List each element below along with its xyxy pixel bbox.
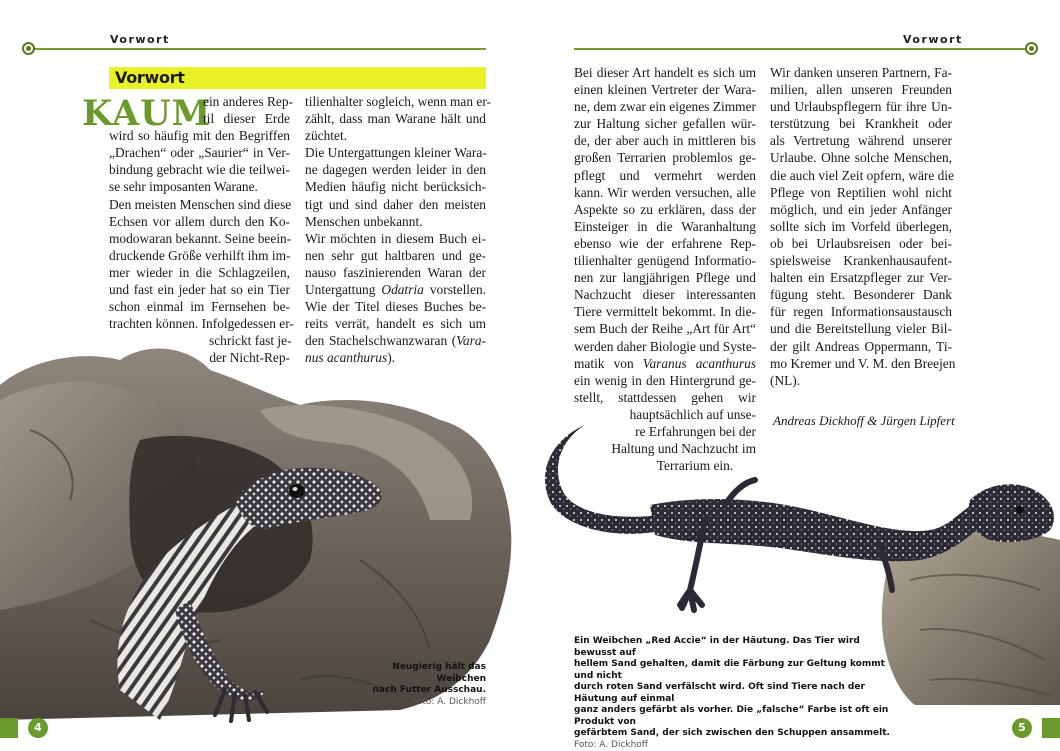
text-fragment: ). (387, 350, 396, 366)
text-line: und die Bereitstellung vieler Bil- (770, 321, 952, 337)
text-line: Nachzucht dieser interessanten (574, 287, 756, 303)
text-line: Die Untergattungen kleiner Wara- (305, 145, 487, 161)
text-line: tilienhalter genügend Informatio- (574, 253, 756, 269)
text-fragment: vorstellen. (423, 282, 486, 298)
text-fragment: Untergattung (305, 282, 382, 298)
text-line: einen kleinen Vertreter der Wara- (574, 82, 756, 98)
text-line: se sehr imposanten Warane. (109, 179, 258, 195)
species-name: Vara- (456, 333, 486, 349)
text-line: und fast ein jeder hat so ein Tier (109, 282, 290, 298)
header-rule (28, 48, 486, 50)
text-line: Urlaube. Ohne solche Menschen, (770, 150, 952, 166)
text-line: ne dagegen werden leider in den (305, 162, 486, 178)
text-line: fügung steht. Besonderer Dank (770, 287, 952, 303)
text-line: hauptsächlich auf unse- (629, 406, 756, 422)
text-line: ob bei Urlaubsreisen oder bei- (770, 235, 952, 251)
text-line: de, der aber auch in mittleren bis (574, 133, 756, 149)
text-line: Menschen unbekannt. (305, 213, 423, 229)
author-signature: Andreas Dickhoff & Jürgen Lipfert (773, 413, 955, 428)
text-line: Tiere vermittelt bekommt. In die- (574, 304, 756, 320)
text-line: Einsteiger in die Waranhaltung (574, 218, 756, 234)
left-column-2 (305, 93, 492, 367)
page-number-right: 5 (1012, 718, 1032, 738)
text-fragment: matik von (574, 355, 643, 371)
text-line: ne, dem zwar ein eigenes Zimmer (574, 99, 756, 115)
right-page (530, 0, 1060, 751)
text-line: halten ein Ersatzpfleger zur Ver- (770, 270, 952, 286)
caption-text: gefärbtem Sand, der sich zwischen den Schuppen ansammelt. (574, 728, 890, 738)
species-name: nus acanthurus (305, 350, 388, 366)
text-line: tilienhalter sogleich, wenn man er- (305, 94, 492, 109)
text-line: nen sehr gut haltbaren und ge- (305, 247, 486, 263)
text-line (305, 281, 486, 298)
page-number-left: 4 (28, 718, 48, 738)
text-line: wird so häufig mit den Begriffen (109, 128, 290, 144)
text-line: schon einmal im Fernsehen be- (109, 299, 290, 315)
text-line: als Vertretung während unserer (770, 133, 952, 149)
text-line: für regen Informationsaustausch (770, 304, 952, 320)
text-line: (NL). (770, 372, 801, 388)
text-line: die auch viel Zeit opfern, wäre die (770, 167, 955, 183)
text-line: und Urlaubspflegern für ihre Un- (770, 99, 952, 115)
header-bullet-icon (22, 42, 35, 55)
text-line (305, 349, 486, 366)
text-line: „Drachen“ oder „Saurier“ in Ver- (109, 145, 290, 161)
page-tab (0, 718, 18, 738)
page-tab (1042, 718, 1060, 738)
photo-credit: Foto: A. Dickhoff (574, 739, 649, 750)
text-line: modowaran bekannt. Seine beein- (109, 230, 292, 246)
header-bullet-icon (1025, 42, 1038, 55)
text-line: Terrarium ein. (656, 458, 734, 474)
text-line: pflegt und vermehrt werden (574, 167, 756, 183)
caption-line: durch roten Sand verfälscht wird. Oft sind Tiere nach der Häutung auf einmal (574, 682, 865, 704)
caption-line: Neugierig hält das Weibchen (392, 662, 486, 684)
genus-name: Odatria (381, 282, 424, 298)
text-line: Aspekte so zu erklären, dass der (574, 201, 756, 217)
text-line: reits verrät, handelt es sich um (305, 316, 486, 332)
text-line: milien, allen unseren Freunden (770, 82, 952, 98)
text-line: nen zur langjährigen Pflege und (574, 270, 756, 286)
text-line: kann. Wir werden versuchen, alle (574, 184, 756, 200)
text-line: Wir danken unseren Partnern, Fa- (770, 65, 952, 80)
running-head-left: Vorwort (110, 33, 170, 46)
text-line: bindung gebracht wie die teilwei- (109, 162, 290, 178)
text-line: ein wenig in den Hintergrund ge- (574, 372, 756, 388)
text-line: terstützung bei Krankheit oder (770, 116, 952, 132)
caption-line: nach Futter Ausschau. (372, 685, 486, 695)
text-line: der gilt Andreas Oppermann, Ti- (770, 338, 952, 354)
text-line: zur Haltung sicher gefallen wür- (574, 116, 756, 132)
caption-line: Ein Weibchen „Red Accie“ in der Häutung. Das Tier wird bewusst auf (574, 636, 860, 658)
caption-line (574, 728, 894, 751)
text-line: schrickt fast je- (209, 333, 292, 349)
header-rule (574, 48, 1032, 50)
text-line: sollte sich im Vorfeld überlegen, (770, 218, 952, 234)
text-line: Haltung und Nachzucht im (611, 441, 756, 457)
photo-caption-right (574, 636, 894, 751)
text-line: der Nicht-Rep- (209, 350, 290, 366)
chapter-title: Vorwort (115, 68, 185, 87)
caption-line: hellem Sand gehalten, damit die Färbung zur Geltung kommt und nicht (574, 659, 885, 681)
text-fragment: den Stachelschwanzwaran ( (305, 333, 457, 349)
text-line: ein anderes Rep- (203, 94, 293, 109)
text-line: trachten können. Infolgedessen er- (109, 316, 294, 332)
right-column-1 (574, 64, 756, 474)
text-line: möglich, und ein jeder Anfänger (770, 201, 952, 217)
text-line: Bei dieser Art handelt es sich um (574, 65, 756, 80)
running-head-right: Vorwort (903, 33, 963, 46)
text-line: großen Terrarien problemlos ge- (574, 150, 756, 166)
species-name: Varanus acanthurus (642, 355, 756, 371)
text-line: tigt und sind daher den meisten (305, 196, 486, 212)
chapter-title-bar (109, 67, 486, 89)
text-line: Wie der Titel dieses Buches be- (305, 299, 486, 315)
photo-credit: Foto: A. Dickhoff (411, 696, 486, 707)
text-line: re Erfahrungen bei der (635, 423, 756, 439)
text-line: züchtet. (305, 128, 348, 144)
text-line: druckende Größe verhilft ihm im- (109, 247, 291, 263)
text-line: zählt, dass man Warane hält und (305, 111, 486, 127)
caption-line: ganz anders gefärbt als vorher. Die „falsche“ Farbe ist oft ein Produkt von (574, 705, 889, 727)
text-line: Wir möchten in diesem Buch ei- (305, 230, 486, 246)
text-line: spielsweise Krankenhausaufent- (770, 253, 952, 269)
text-line: stellt, stattdessen gehen wir (574, 389, 756, 405)
text-line: Den meisten Menschen sind diese (109, 196, 292, 212)
text-line: nauso faszinierenden Waran der (305, 264, 486, 280)
text-line (305, 332, 486, 349)
text-line: werden daher Biologie und Syste- (574, 338, 757, 354)
left-column-1 (109, 93, 294, 367)
photo-caption-left (372, 662, 486, 708)
text-line: Pflege von Reptilien wohl nicht (770, 184, 952, 200)
drop-cap: KAUM (82, 93, 212, 134)
text-line: Medien häufig nicht berücksich- (305, 179, 486, 195)
text-line (574, 355, 756, 372)
text-line: mer wieder in die Schlagzeilen, (109, 264, 290, 280)
text-line: til dieser Erde (203, 111, 290, 127)
text-line: ebenso wie der erfahrene Rep- (574, 235, 756, 251)
text-line: Echsen vor allem durch den Ko- (109, 213, 290, 229)
right-column-2 (770, 64, 956, 389)
text-line: sem Buch der Reihe „Art für Art“ (574, 321, 756, 337)
text-line: mo Kremer und V. M. den Breejen (770, 355, 956, 371)
